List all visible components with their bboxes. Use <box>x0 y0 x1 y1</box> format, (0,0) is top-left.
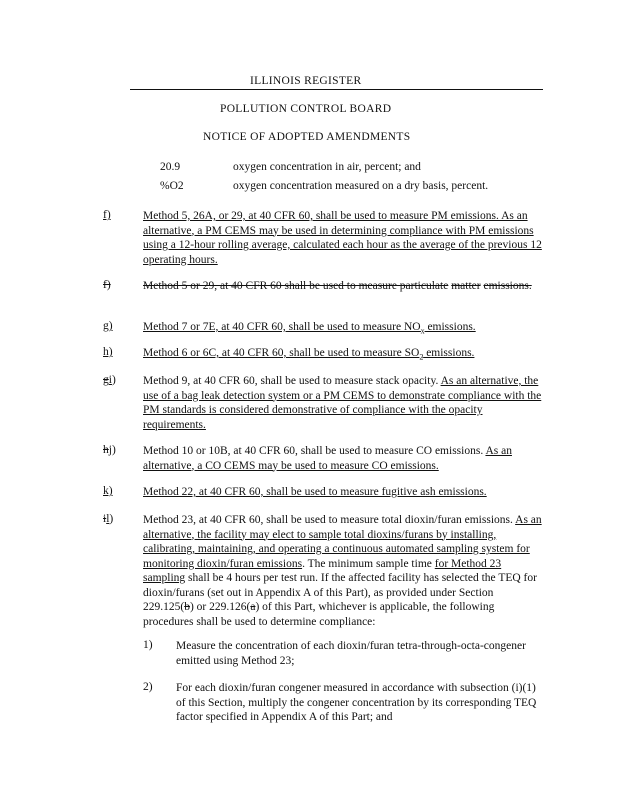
l-label-strike: i <box>103 513 107 525</box>
j-label-close: ) <box>111 444 116 456</box>
l-label-new: l <box>106 513 110 525</box>
section-l-text <box>143 513 543 629</box>
l-text-a: Method 23, at 40 CFR 60, shall be used to measure total dioxin/furan emissions. <box>143 514 513 526</box>
section-i-label <box>103 374 116 386</box>
notice-title: NOTICE OF ADOPTED AMENDMENTS <box>203 131 411 143</box>
section-f-text: Method 5, 26A, or 29, at 40 CFR 60, shall be used to measure PM emissions. As an alternative, a PM CEMS may be used in determining compliance with PM emissions using a 12-hour rolling average, calculated each hour as the average of the previous 12 operating hours. <box>143 210 542 266</box>
subsection-1-label: 1) <box>143 639 153 651</box>
section-g-label: g) <box>103 320 113 332</box>
section-f-label: f) <box>103 209 111 221</box>
j-label-strike: h <box>103 444 109 456</box>
h-text-a: Method 6 or 6C, at 40 CFR 60, shall be used to measure SO <box>143 347 420 359</box>
l-text-u2: for Method 23 sampling <box>143 557 502 584</box>
section-k-label: k) <box>103 485 113 497</box>
section-i-text <box>143 374 543 432</box>
subsection-2-text: For each dioxin/furan congener measured in accordance with subsection (i)(1) of this Section, multiply the congener concentration by its corresponding TEQ factor specified in Appendix A of this Part; and <box>176 682 537 723</box>
i-text-a: Method 9, at 40 CFR 60, shall be used to measure stack opacity. <box>143 375 439 387</box>
i-label-close: ) <box>111 374 116 386</box>
f-old-text-b: emissions. <box>483 280 532 292</box>
def-term-o2: %O2 <box>160 180 184 192</box>
j-label-new: j <box>108 444 112 456</box>
h-text-b: emissions. <box>423 347 475 359</box>
board-title: POLLUTION CONTROL BOARD <box>220 103 392 115</box>
l-text-b: . The minimum sample time <box>302 557 435 570</box>
register-rule <box>130 89 543 90</box>
section-f-old-text <box>143 279 543 294</box>
f-old-strike: matter <box>451 280 481 292</box>
l-text-e: ) of this Part, whichever is applicable, the following procedures shall be used to determine compliance: <box>143 601 495 628</box>
l-strike-2: a <box>250 601 256 613</box>
subsection-1-text: Measure the concentration of each dioxin/furan tetra-through-octa-congener emitted using Method 23; <box>176 640 526 667</box>
l-text-c: shall be 4 hours per test run. If the affected facility has selected the TEQ for dioxin/furans (set out in Appendix A of this Part), as provided under Section 229.125( <box>143 572 537 613</box>
def-desc-air: oxygen concentration in air, percent; and <box>233 161 421 173</box>
section-k-text: Method 22, at 40 CFR 60, shall be used to measure fugitive ash emissions. <box>143 486 487 498</box>
l-label-close: ) <box>109 513 114 525</box>
j-text-a: Method 10 or 10B, at 40 CFR 60, shall be used to measure CO emissions. <box>143 445 484 457</box>
j-text-u: As an alternative, a CO CEMS may be used to measure CO emissions. <box>143 445 512 472</box>
f-old-text-a: Method 5 or 29, at 40 CFR 60 shall be used to measure particulate <box>143 280 449 292</box>
section-j-label <box>103 444 116 456</box>
section-f-old-label: f) <box>103 279 111 291</box>
h-sub: 2 <box>419 352 424 362</box>
l-strike-1: b <box>184 601 190 613</box>
l-text-u1: As an alternative, the facility may elect to sample total dioxins/furans by installing, calibrating, maintaining, and operating a continuous automated sampling system for monitoring dioxin/furan emissions <box>143 514 542 570</box>
g-text-b: emissions. <box>424 321 476 333</box>
section-h-label: h) <box>103 346 113 358</box>
g-sub: x <box>420 326 425 336</box>
g-text-a: Method 7 or 7E, at 40 CFR 60, shall be used to measure NO <box>143 321 421 333</box>
def-term-air: 20.9 <box>160 161 181 173</box>
section-h-text <box>143 346 543 365</box>
section-l-label <box>103 513 113 525</box>
i-text-u: As an alternative, the use of a bag leak detection system or a PM CEMS to demonstrate compliance with the PM standards is considered demonstrative of compliance with the opacity requirements. <box>143 375 542 431</box>
l-text-d: ) or 229.126( <box>189 601 251 613</box>
section-j-text <box>143 444 543 473</box>
register-title: ILLINOIS REGISTER <box>250 75 362 87</box>
subsection-2-label: 2) <box>143 681 153 693</box>
i-label-new: i <box>108 374 112 386</box>
def-desc-o2: oxygen concentration measured on a dry basis, percent. <box>233 180 489 192</box>
i-label-strike: g <box>103 374 109 386</box>
section-g-text <box>143 320 543 339</box>
